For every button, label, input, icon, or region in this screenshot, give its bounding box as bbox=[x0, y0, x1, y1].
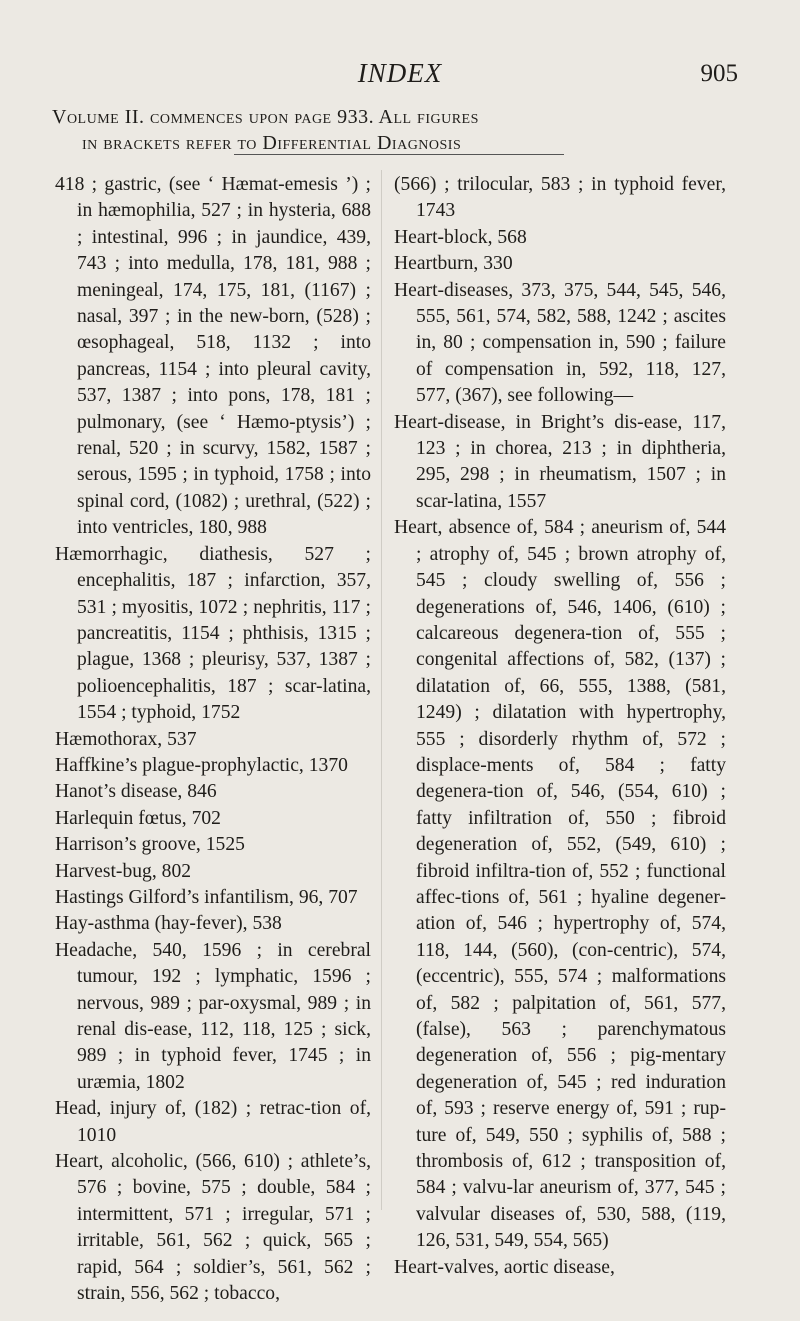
volume-note bbox=[52, 104, 752, 156]
volume-note-line-1: Volume II. commences upon page 933. All figures bbox=[52, 106, 479, 128]
column-divider bbox=[381, 170, 382, 1210]
index-entry: Hanot’s disease, 846 bbox=[55, 781, 217, 803]
index-entry: Haffkine’s plague-prophylactic, 1370 bbox=[55, 754, 348, 776]
header-rule bbox=[234, 154, 564, 155]
index-entry: Hæmothorax, 537 bbox=[55, 728, 197, 750]
page-number: 905 bbox=[700, 60, 738, 87]
volume-note-line-2: in brackets refer to Differential Diagnosis bbox=[82, 132, 462, 154]
page-title: INDEX bbox=[357, 58, 443, 88]
index-entry: Heart, absence of, 584 ; aneurism of, 544 ; atrophy of, 545 ; brown atrophy of, 545 ; cloudy swelling of, 556 ; degenerations of, 546, 1406, (610) ; calcareous degenera-tion of, 555 ; congenital affections of, 582, (137) ; dilatation of, 66, 555, 1388, (581, 1249) ; dilatation with hypertrophy, 555 ; disorderly rhythm of, 572 ; displace-ments of, 584 ; fatty degenera-tion of, 546, (554, 610) ; fatty infiltration of, 550 ; fibroid degeneration of, 552, (549, 610) ; fibroid infiltra-tion of, 552 ; functional affec-tions of, 561 ; hyaline degener-ation of, 546 ; hypertrophy of, 574, 118, 144, (560), (con-centric), 574, (eccentric), 555, 574 ; malformations of, 582 ; palpitation of, 561, 577, (false), 563 ; parenchymatous degeneration of, 556 ; pig-mentary degeneration of, 545 ; red induration of, 593 ; reserve energy of, 591 ; rup-ture of, 549, 550 ; syphilis of, 588 ; thrombosis of, 612 ; transposition of, 584 ; valvu-lar aneurism of, 377, 545 ; valvular diseases of, 530, 588, (119, 126, 531, 549, 554, 565) bbox=[394, 517, 726, 1252]
running-header bbox=[0, 58, 800, 92]
index-column-right bbox=[394, 172, 726, 1281]
index-entry: 418 ; gastric, (see ‘ Hæmat-emesis ’) ; in hæmophilia, 527 ; in hysteria, 688 ; intestinal, 996 ; in jaundice, 439, 743 ; into medulla, 178, 181, 988 ; meningeal, 174, 175, 181, (1167) ; nasal, 397 ; in the new-born, (528) ; œsophageal, 518, 1132 ; into pancreas, 1154 ; into pleural cavity, 537, 1387 ; into pons, 178, 181 ; pulmonary, (see ‘ Hæmo-ptysis’) ; renal, 520 ; in scurvy, 1582, 1587 ; serous, 1595 ; in typhoid, 1758 ; into spinal cord, (1082) ; urethral, (522) ; into ventricles, 180, 988 bbox=[55, 174, 371, 539]
index-entry: Heartburn, 330 bbox=[394, 253, 513, 275]
index-entry: Headache, 540, 1596 ; in cerebral tumour, 192 ; lymphatic, 1596 ; nervous, 989 ; par-oxysmal, 989 ; in renal dis-ease, 112, 118, 125 ; sick, 989 ; in typhoid fever, 1745 ; in uræmia, 1802 bbox=[55, 939, 371, 1093]
index-entry: Heart-block, 568 bbox=[394, 226, 527, 248]
index-column-left bbox=[55, 172, 371, 1307]
index-entry: Head, injury of, (182) ; retrac-tion of, 1010 bbox=[55, 1098, 371, 1146]
index-entry: Hastings Gilford’s infantilism, 96, 707 bbox=[55, 886, 358, 908]
index-entry: Heart-diseases, 373, 375, 544, 545, 546, 555, 561, 574, 582, 588, 1242 ; ascites in, 80 ; compensation in, 590 ; failure of compensation in, 592, 118, 127, 577, (367), see following— bbox=[394, 279, 726, 407]
index-entry: (566) ; trilocular, 583 ; in typhoid fever, 1743 bbox=[394, 174, 726, 222]
index-entry: Heart-valves, aortic disease, bbox=[394, 1256, 615, 1278]
index-entry: Harvest-bug, 802 bbox=[55, 860, 192, 882]
index-entry: Harlequin fœtus, 702 bbox=[55, 807, 221, 829]
index-entry: Hæmorrhagic, diathesis, 527 ; encephalitis, 187 ; infarction, 357, 531 ; myositis, 1072 ; nephritis, 117 ; pancreatitis, 1154 ; phthisis, 1315 ; plague, 1368 ; pleurisy, 537, 1387 ; polioencephalitis, 187 ; scar-latina, 1554 ; typhoid, 1752 bbox=[55, 543, 371, 724]
index-entry: Heart, alcoholic, (566, 610) ; athlete’s, 576 ; bovine, 575 ; double, 584 ; intermittent, 571 ; irregular, 571 ; irritable, 561, 562 ; quick, 565 ; rapid, 564 ; soldier’s, 561, 562 ; strain, 556, 562 ; tobacco, bbox=[55, 1151, 371, 1305]
index-entry: Heart-disease, in Bright’s dis-ease, 117, 123 ; in chorea, 213 ; in diphtheria, 295, 298 ; in rheumatism, 1507 ; in scar-latina, 1557 bbox=[394, 411, 726, 512]
index-entry: Hay-asthma (hay-fever), 538 bbox=[55, 913, 282, 935]
index-entry: Harrison’s groove, 1525 bbox=[55, 834, 245, 856]
